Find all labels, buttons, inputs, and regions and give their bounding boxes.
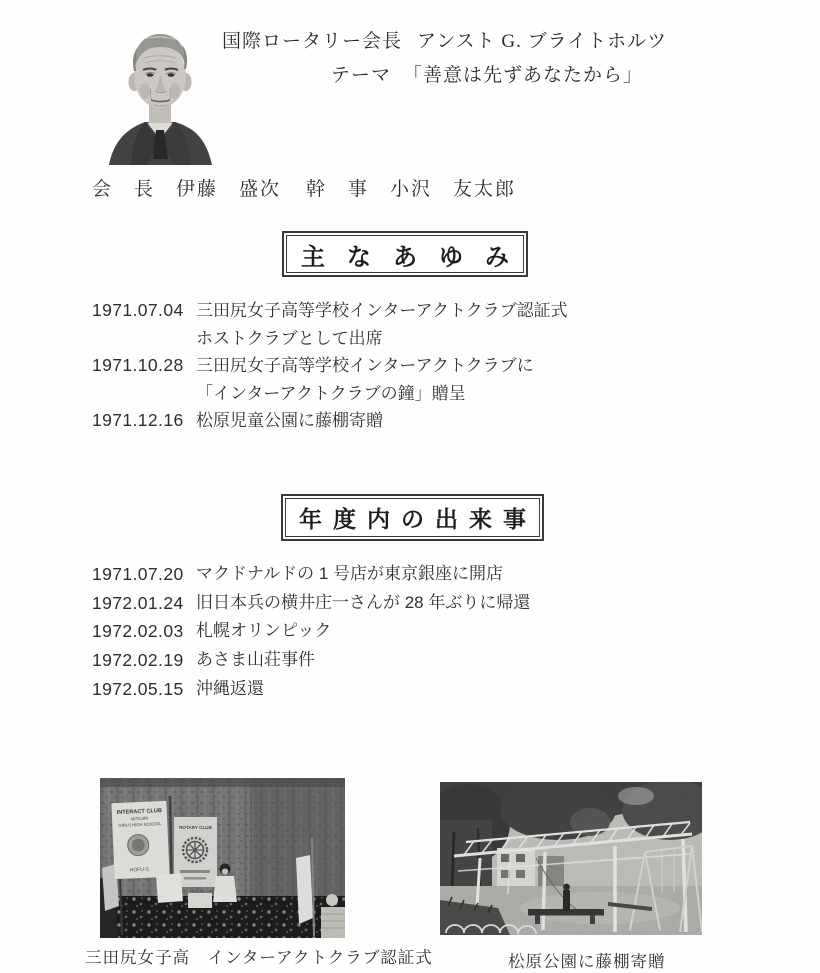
chairman-line [92, 174, 281, 201]
timeline-text: あさま山荘事件 [196, 650, 315, 670]
timeline-date: 1971.07.20 [92, 564, 184, 584]
secretary-name: 小沢 友太郎 [390, 179, 517, 200]
chairman-label: 会 長 [92, 179, 156, 200]
ri-theme-text: 「善意は先ずあなたから」 [403, 65, 644, 86]
timeline-date [92, 325, 196, 353]
section-title-events: 年度内の出来事 [299, 507, 537, 532]
timeline-text: 三田尻女子高等学校インターアクトクラブ認証式 [196, 301, 568, 320]
president-portrait-image [95, 25, 225, 165]
trellis-photo-caption: 松原公園に藤棚寄贈 [508, 952, 666, 971]
timeline-date: 1972.02.19 [92, 650, 184, 671]
banner-text-interact-club: INTERACT CLUB [116, 808, 163, 816]
timeline-text: 「インターアクトクラブの鐘」贈呈 [196, 383, 466, 403]
timeline-text: 札幌オリンピック [196, 621, 332, 641]
banner-text-mitajiri: MITAJIRI [130, 815, 149, 822]
timeline-date: 1972.02.03 [92, 621, 184, 642]
timeline-row [92, 297, 568, 325]
timeline-row [92, 617, 530, 646]
timeline-row [92, 352, 568, 380]
section-title-milestones: 主なあゆみ [301, 244, 531, 271]
trellis-photo [440, 782, 702, 935]
timeline-row [92, 380, 568, 408]
section-title-box-events [281, 494, 544, 541]
section-title-box-milestones [282, 231, 531, 277]
timeline-text: マクドナルドの 1 号店が東京銀座に開店 [196, 564, 504, 583]
timeline-text: ホストクラブとして出席 [196, 328, 383, 348]
ceremony-photo-image [100, 778, 345, 938]
timeline-row [92, 675, 530, 704]
president-portrait [95, 25, 225, 165]
ri-theme-label: テーマ [331, 65, 392, 86]
banner-text-rotary-club: ROTARY CLUB [179, 825, 212, 830]
timeline-row [92, 407, 568, 435]
trellis-photo-image [440, 782, 702, 935]
ri-president-label: 国際ロータリー会長 [222, 31, 403, 52]
timeline-text: 沖縄返還 [196, 678, 264, 698]
banner-text-hofu: HOFU-S [129, 866, 150, 874]
milestones-list [92, 297, 568, 435]
ri-president-line [222, 26, 667, 53]
events-list [92, 560, 530, 703]
ceremony-photo-caption: 三田尻女子高 インターアクトクラブ認証式 [85, 948, 433, 967]
timeline-date: 1972.05.15 [92, 678, 184, 699]
timeline-row [92, 325, 568, 353]
timeline-text: 三田尻女子高等学校インターアクトクラブに [196, 356, 534, 375]
timeline-date: 1972.01.24 [92, 592, 184, 613]
chairman-name: 伊藤 盛次 [176, 179, 282, 200]
timeline-date: 1971.10.28 [92, 355, 184, 375]
banner-text-girls-high-school: GIRLS HIGH SCHOOL [118, 821, 162, 828]
timeline-row [92, 646, 530, 675]
timeline-date: 1971.12.16 [92, 410, 184, 430]
secretary-line [306, 174, 516, 201]
ceremony-photo [100, 778, 345, 938]
ri-president-name: アンスト G. ブライトホルツ [417, 31, 668, 52]
timeline-date [92, 380, 196, 408]
timeline-row [92, 589, 530, 618]
ri-theme-line [331, 60, 643, 87]
secretary-label: 幹 事 [306, 179, 370, 200]
timeline-text: 旧日本兵の横井庄一さんが 28 年ぶりに帰還 [196, 592, 531, 612]
timeline-text: 松原児童公園に藤棚寄贈 [196, 411, 383, 430]
timeline-row [92, 560, 530, 589]
timeline-date: 1971.07.04 [92, 300, 184, 320]
